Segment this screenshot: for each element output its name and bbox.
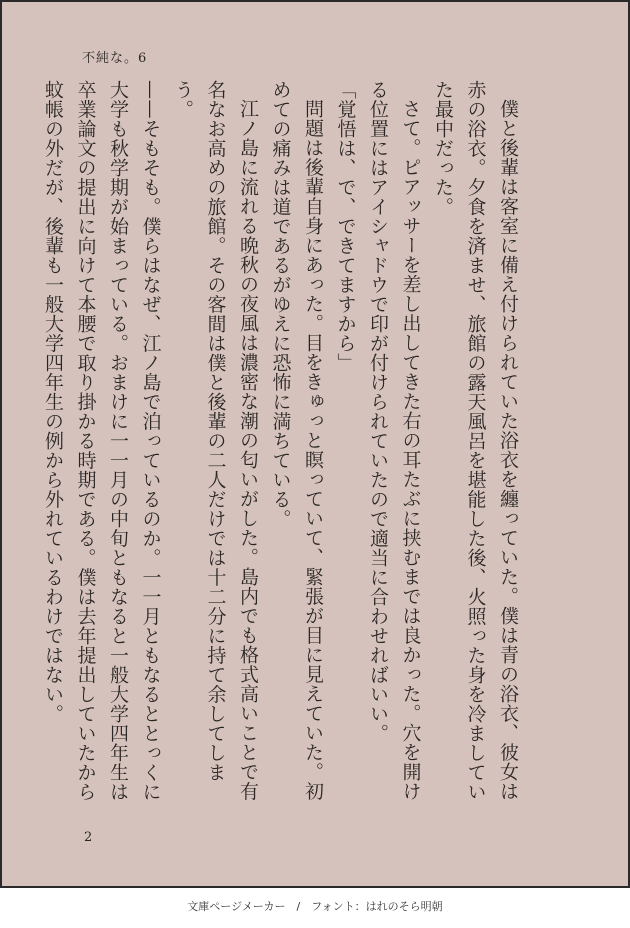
page-number: 2 [84,830,93,845]
paragraph: 問題は後輩自身にあった。目をきゅっと瞑っていて、緊張が目に見えていた。初めての痛みは道であるがゆえに恐怖に満ちている。 [269,80,324,801]
footer-credit: 文庫ページメーカー / フォント：はれのそら明朝 [187,900,443,913]
paragraph: ——そもそも。僕らはなぜ、江ノ島で泊っているのか。一一月ともなるととっくに大学も秋学期が始まっている。おまけに一一月の中旬ともなると一般大学四年生は卒業論文の提出に向けて本腰で取り掛かる時期である。僕は去年提出していたから蚊帳の外だが、後輩も一般大学四年生の例から外れているわけではない。 [42,80,162,802]
dialogue-line: 「覚悟は、で、できてますから」 [334,80,357,373]
chapter-title: 不純な。6 [82,51,148,66]
paragraph: 僕と後輩は客室に備え付けられていた浴衣を纏っていた。僕は青の浴衣、彼女は赤の浴衣。夕食を済ませ、旅館の露天風呂を堪能した後、火照った身を冷ましていた最中だった。 [432,80,519,802]
vertical-body-text [42,80,524,820]
paragraph: さて。ピアッサーを差し出してきた右の耳たぶに挟むまでは良かった。穴を開ける位置にはアイシャドウで印が付けられていたので適当に合わせればいい。 [367,80,422,801]
paragraph: 江ノ島に流れる晩秋の夜風は濃密な潮の匂いがした。島内でも格式高いことで有名なお高めの旅館。その客間は僕と後輩の二人だけでは十二分に持て余してしまう。 [172,80,259,801]
